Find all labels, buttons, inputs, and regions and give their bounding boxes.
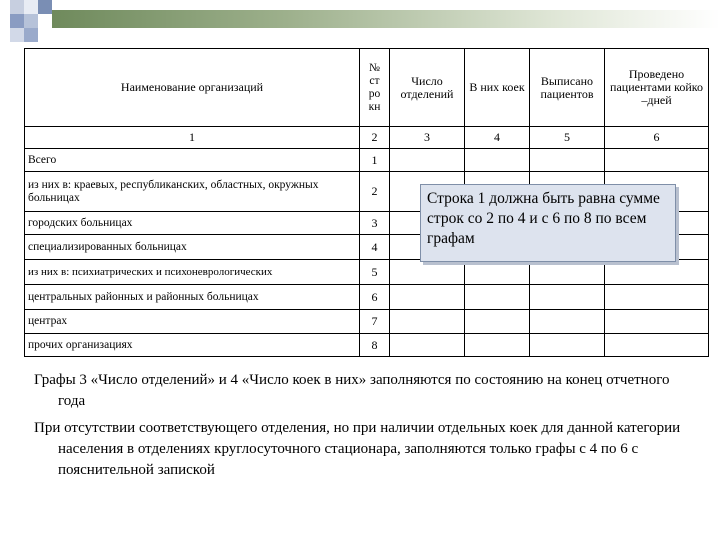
numbering-row	[25, 127, 709, 149]
row-number: 4	[360, 235, 390, 260]
row-number: 3	[360, 212, 390, 235]
row-label: из них в: психиатрических и психоневрологических	[25, 260, 360, 285]
decor-square	[10, 28, 24, 42]
data-cell	[390, 260, 465, 285]
data-cell	[530, 285, 605, 310]
data-cell	[605, 260, 709, 285]
header-bed-days: Проведено пациентами койко –дней	[605, 49, 709, 127]
data-cell	[465, 149, 530, 172]
data-cell	[530, 310, 605, 334]
row-label: городских больницах	[25, 212, 360, 235]
decor-square	[24, 28, 38, 42]
data-cell	[390, 149, 465, 172]
data-cell	[605, 334, 709, 357]
data-cell	[605, 285, 709, 310]
decor-square	[24, 14, 38, 28]
header-departments: Число отделений	[390, 49, 465, 127]
column-number: 4	[465, 127, 530, 149]
column-number: 3	[390, 127, 465, 149]
decor-square	[10, 0, 24, 14]
decor-square	[24, 0, 38, 14]
data-cell	[465, 285, 530, 310]
table-header-row	[25, 49, 709, 127]
table-row	[25, 310, 709, 334]
table-row	[25, 260, 709, 285]
data-cell	[465, 310, 530, 334]
column-number: 5	[530, 127, 605, 149]
note-paragraph: При отсутствии соответствующего отделения, но при наличии отдельных коек для данной категории населения в отделениях круглосуточного стационара, заполняются только графы с 4 по 6 с пояснительной запиской	[34, 420, 681, 478]
row-number: 5	[360, 260, 390, 285]
note-callout: Строка 1 должна быть равна сумме строк со 2 по 4 и с 6 по 8 по всем графам	[420, 184, 676, 262]
row-label: из них в: краевых, республиканских, областных, окружных больницах	[25, 172, 360, 212]
row-label: специализированных больницах	[25, 235, 360, 260]
column-number: 2	[360, 127, 390, 149]
data-cell	[605, 310, 709, 334]
data-cell	[465, 334, 530, 357]
data-cell	[530, 334, 605, 357]
data-cell	[605, 149, 709, 172]
decor-square	[38, 0, 52, 14]
header-row-no: № ст ро кн	[360, 49, 390, 127]
decor-square	[10, 14, 24, 28]
header-name: Наименование организаций	[25, 49, 360, 127]
row-label: центрах	[25, 310, 360, 334]
row-number: 6	[360, 285, 390, 310]
row-number: 7	[360, 310, 390, 334]
row-label: Всего	[25, 149, 360, 172]
data-cell	[530, 149, 605, 172]
title-bar-decoration	[52, 10, 720, 28]
data-cell	[465, 260, 530, 285]
notes-section	[30, 370, 690, 487]
table-row	[25, 334, 709, 357]
column-number: 1	[25, 127, 360, 149]
column-number: 6	[605, 127, 709, 149]
row-number: 1	[360, 149, 390, 172]
table-row	[25, 285, 709, 310]
row-number: 2	[360, 172, 390, 212]
note-paragraph: Графы 3 «Число отделений» и 4 «Число коек в них» заполняются по состоянию на конец отчетного года	[34, 372, 670, 409]
row-label: прочих организациях	[25, 334, 360, 357]
header-beds: В них коек	[465, 49, 530, 127]
data-cell	[390, 310, 465, 334]
header-discharged: Выписано пациентов	[530, 49, 605, 127]
row-label: центральных районных и районных больницах	[25, 285, 360, 310]
data-cell	[390, 285, 465, 310]
row-number: 8	[360, 334, 390, 357]
table-row	[25, 149, 709, 172]
data-cell	[390, 334, 465, 357]
data-cell	[530, 260, 605, 285]
decorative-squares	[0, 0, 60, 48]
